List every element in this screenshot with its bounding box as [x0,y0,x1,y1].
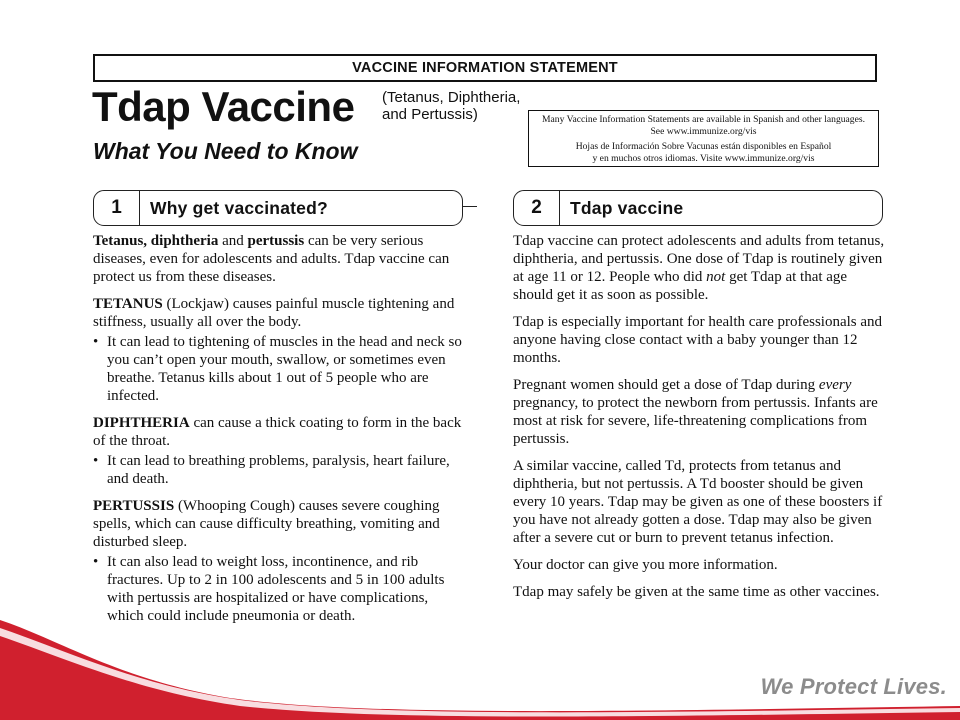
language-note-line: y en muchos otros idiomas. Visite www.immunize.org/vis [592,152,815,164]
section-1-header [93,190,463,226]
tdap-paragraph-6: Tdap may safely be given at the same time as other vaccines. [513,584,880,600]
tetanus-paragraph: TETANUS (Lockjaw) causes painful muscle tightening and stiffness, usually all over the body. [93,296,455,330]
language-note-line: See www.immunize.org/vis [650,125,757,137]
title-note: (Tetanus, Diphtheria, and Pertussis) [382,89,521,123]
tdap-paragraph-3: Pregnant women should get a dose of Tdap during every pregnancy, to protect the newborn from pertussis. Infants are most at risk for severe, life-threatening complications from pertussis. [513,377,878,447]
footer-motto: We Protect Lives. [760,674,947,699]
intro-paragraph: Tetanus, diphtheria and pertussis can be very serious diseases, even for adolescents and adults. Tdap vaccine can protect us from these diseases. [93,233,450,285]
tetanus-bullet: • It can lead to tightening of muscles in the head and neck so you can’t open your mouth, swallow, or sometimes even breathe. Tetanus kills about 1 out of 5 people who are infected. [93,333,465,405]
tdap-paragraph-5: Your doctor can give you more information. [513,557,778,573]
diphtheria-paragraph: DIPHTHERIA can cause a thick coating to form in the back of the throat. [93,415,462,449]
section-2-heading: Tdap vaccine [570,197,684,218]
section-1-body [93,232,465,634]
section-1-heading: Why get vaccinated? [150,197,328,218]
language-note-line: Many Vaccine Information Statements are available in Spanish and other languages. [542,114,865,125]
pertussis-bullet: • It can also lead to weight loss, incontinence, and rib fractures. Up to 2 in 100 adolescents and 5 in 100 adults with pertussis are hospitalized or have complications, which could include pneumonia or death. [93,553,465,625]
pertussis-paragraph: PERTUSSIS (Whooping Cough) causes severe coughing spells, which can cause difficulty breathing, vomiting and disturbed sleep. [93,498,440,550]
page-title: Tdap Vaccine [92,83,355,130]
language-availability-note [528,110,879,167]
diphtheria-bullet: • It can lead to breathing problems, paralysis, heart failure, and death. [93,452,465,488]
section-1-rule [463,206,477,207]
tdap-paragraph-2: Tdap is especially important for health care professionals and anyone having close contact with a baby younger than 12 months. [513,314,883,366]
section-2-body [513,232,885,610]
footer-swoosh [0,600,960,720]
section-2-number: 2 [514,191,560,225]
tdap-paragraph-1: Tdap vaccine can protect adolescents and adults from tetanus, diphtheria, and pertussis. One dose of Tdap is routinely given at age 11 or 12. People who did not get Tdap at that age should get it as soon as possible. [513,233,885,303]
page-subtitle: What You Need to Know [93,138,358,164]
tdap-paragraph-4: A similar vaccine, called Td, protects from tetanus and diphtheria, but not pertussis. A Td booster should be given every 10 years. Tdap may be given as one of these boosters if you have not already gotten a dose. Tdap may also be given after a severe cut or burn to prevent tetanus infection. [513,458,883,546]
document-banner: VACCINE INFORMATION STATEMENT [93,54,877,82]
section-1-number: 1 [94,191,140,225]
language-note-line: Hojas de Información Sobre Vacunas están disponibles en Español [575,141,832,153]
section-2-header [513,190,883,226]
